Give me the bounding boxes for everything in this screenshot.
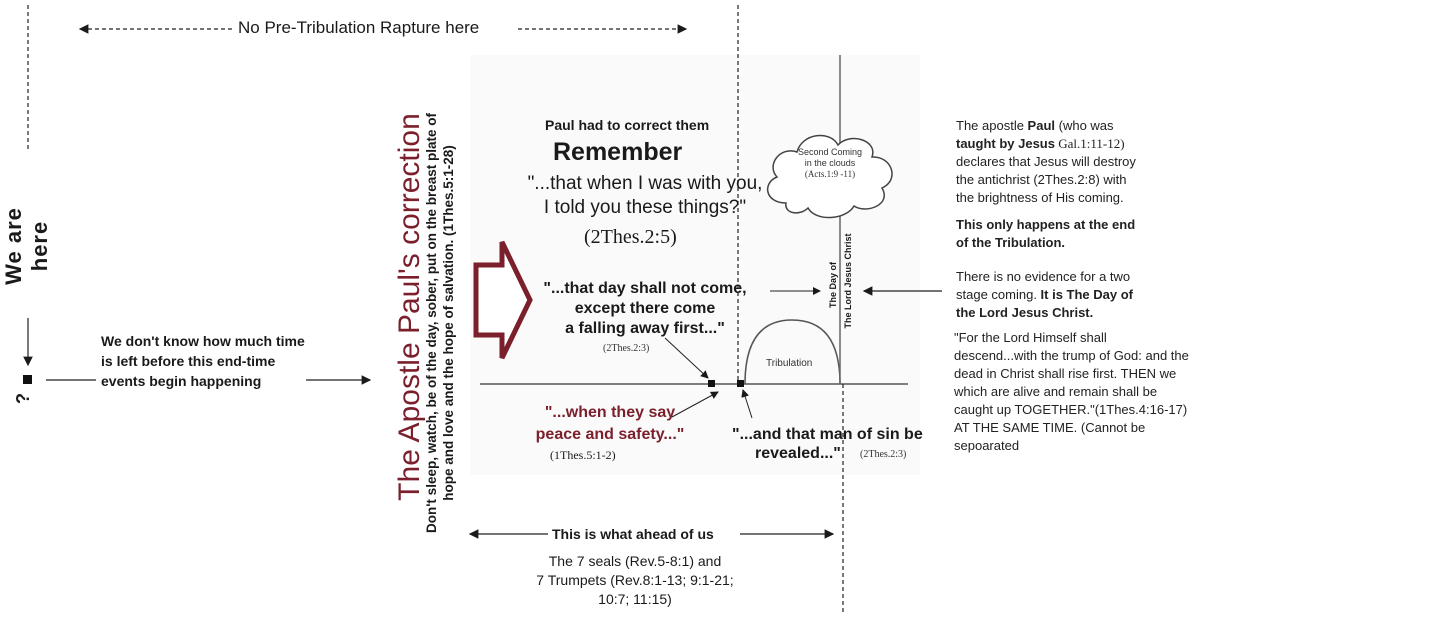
paul-name: Paul (1027, 118, 1056, 133)
cloud-text (790, 147, 870, 180)
end-line1: This only happens at the end (956, 217, 1136, 232)
vertical-verse-line1: Don't sleep, watch, be of the day, sober, put on the breast plate of (424, 112, 439, 534)
two-stage-b: stage coming. (956, 287, 1041, 302)
seals-note (510, 552, 760, 609)
remember-heading: Remember (553, 138, 683, 166)
top-banner: No Pre-Tribulation Rapture here (238, 18, 480, 37)
unknown-time-note: We don't know how much time is left before this end-time events begin happening (101, 333, 305, 389)
two-stage-a: There is no evidence for a two (956, 269, 1131, 284)
seals-line2: 7 Trumpets (Rev.8:1-13; 9:1-21; (536, 572, 734, 588)
ahead-label: This is what ahead of us (552, 526, 714, 542)
vertical-title: The Apostle Paul's correction (393, 113, 426, 501)
man-of-sin-line2: revealed..." (755, 445, 841, 462)
falling-away-line1: "...that day shall not come, (543, 280, 747, 297)
vertical-verse-line2: hope and love and the hope of salvation. (1Thes.5:1-28) (441, 145, 456, 501)
lord-jesus-label: The Lord Jesus Christ (843, 233, 853, 329)
vertical-verse (423, 68, 457, 578)
together-l6: AT THE SAME TIME. (Cannot be (954, 420, 1146, 435)
cloud-line3: (Acts.1:9 -11) (804, 169, 856, 179)
correction-intro: Paul had to correct them (545, 117, 710, 133)
together-l7: sepoarated (954, 438, 1020, 453)
seals-line1: The 7 seals (Rev.5-8:1) and (548, 553, 722, 569)
man-of-sin-quote (732, 425, 923, 445)
right-note-together (954, 329, 1254, 455)
peace-line1: "...when they say (544, 404, 676, 421)
peace-line2: peace and safety..." (535, 426, 685, 443)
falling-away-quote (520, 279, 770, 339)
together-l1: "For the Lord Himself shall (954, 330, 1107, 345)
together-l5: caught up TOGETHER."(1Thes.4:16-17) (954, 402, 1188, 417)
taught-by-jesus: taught by Jesus (956, 136, 1055, 151)
remember-quote-line2: I told you these things?" (543, 197, 747, 218)
we-are-here-marker (23, 375, 32, 384)
paul-note-d: the antichrist (2Thes.2:8) with (956, 172, 1127, 187)
gal-ref: Gal.1:11-12) (1054, 136, 1125, 151)
remember-ref: (2Thes.2:5) (584, 226, 677, 248)
falling-away-line2: except there come (574, 300, 716, 317)
we-are-here-label: We are here (1, 207, 52, 285)
man-of-sin-dot (737, 380, 744, 387)
paul-note-b: (who was (1055, 118, 1114, 133)
peace-ref: (1Thes.5:1-2) (550, 448, 616, 462)
falling-away-line3: a falling away first..." (565, 320, 725, 337)
together-l2: descend...with the trump of God: and the (954, 348, 1189, 363)
falling-away-dot (708, 380, 715, 387)
right-note-paul (956, 117, 1256, 207)
man-of-sin-ref: (2Thes.2:3) (860, 449, 907, 460)
right-note-two-stage (956, 268, 1256, 322)
cloud-line1: Second Coming (797, 147, 863, 157)
day-of-label: The Day of (828, 262, 838, 309)
paul-note-e: the brightness of His coming. (956, 190, 1124, 205)
paul-note-a: The apostle (956, 118, 1028, 133)
together-l4: which are alive and remain shall be (954, 384, 1158, 399)
cloud-line2: in the clouds (804, 158, 856, 168)
peace-quote (510, 402, 710, 446)
right-note-end (956, 216, 1256, 252)
paul-note-c: declares that Jesus will destroy (956, 154, 1136, 169)
remember-quote (500, 172, 790, 220)
end-line2: of the Tribulation. (956, 235, 1066, 250)
falling-away-ref: (2Thes.2:3) (603, 343, 650, 354)
two-stage-bold1: It is The Day of (1040, 287, 1134, 302)
man-of-sin-line1: "...and that man of sin be (732, 426, 923, 443)
together-l3: dead in Christ shall rise first. THEN we (954, 366, 1177, 381)
vertical-verse-wrapper (420, 60, 460, 570)
tribulation-label: Tribulation (766, 358, 813, 369)
question-mark: ? (13, 393, 33, 404)
two-stage-bold2: the Lord Jesus Christ. (956, 305, 1094, 320)
remember-quote-line1: "...that when I was with you, (527, 173, 763, 194)
seals-line3: 10:7; 11:15) (598, 591, 672, 607)
